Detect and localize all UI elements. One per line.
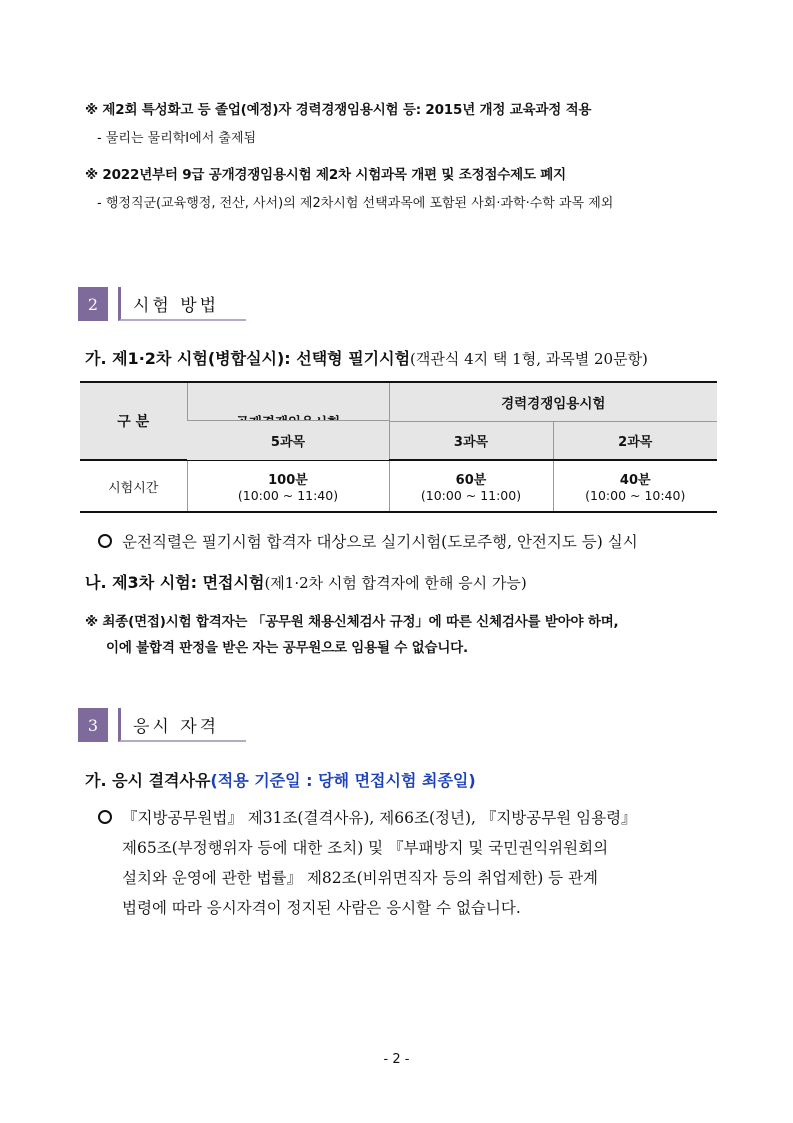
disqualification-line-2: 제65조(부정행위자 등에 대한 조치) 및 『부패방지 및 국민권익위원회의 — [122, 839, 609, 857]
note-curriculum-sub: - 물리는 물리학Ⅰ에서 출제됨 — [97, 131, 257, 146]
heading-eligibility-a-bold: 가. 응시 결격사유 — [85, 771, 211, 790]
page-number: - 2 - — [383, 1052, 410, 1067]
heading-eligibility-a-date: (적용 기준일 : 당해 면접시험 최종일) — [210, 771, 476, 790]
heading-exam-method-b — [85, 570, 527, 593]
section-2-number: 2 — [78, 287, 108, 321]
table-row-label: 시험시간 — [80, 460, 187, 512]
table-col-header: 구 분 — [80, 382, 187, 460]
heading-eligibility-a — [85, 768, 476, 791]
table-sub-career-3: 3과목 — [389, 421, 553, 460]
cell-time: (10:00 ~ 10:40) — [585, 488, 686, 503]
heading-exam-method-a-detail: (객관식 4지 택 1형, 과목별 20문항) — [410, 350, 648, 368]
table-group-career: 경력경쟁임용시험 — [389, 382, 717, 421]
heading-exam-method-b-detail: (제1·2차 시험 합격자에 한해 응시 가능) — [264, 574, 527, 592]
section-2-title: 시험 방법 — [118, 287, 246, 321]
note-subject-reform: ※ 2022년부터 9급 공개경쟁임용시험 제2차 시험과목 개편 및 조정점수제도 폐지 — [85, 167, 566, 183]
note-curriculum: ※ 제2회 특성화고 등 졸업(예정)자 경력경쟁임용시험 등: 2015년 개정 교육과정 적용 — [85, 102, 592, 118]
bullet-driving — [98, 530, 638, 552]
disqualification-line-4: 법령에 따라 응시자격이 정지된 사람은 응시할 수 없습니다. — [122, 899, 521, 917]
circle-bullet-icon — [98, 534, 112, 548]
cell-duration: 60분 — [455, 473, 487, 488]
table-cell-career-2 — [553, 460, 717, 512]
heading-exam-method-a — [85, 346, 648, 369]
disqualification-line-3: 설치와 운영에 관한 법률』 제82조(비위면직자 등의 취업제한) 등 관계 — [122, 869, 599, 887]
warning-health-check-1: ※ 최종(면접)시험 합격자는 「공무원 채용신체검사 규정」에 따른 신체검사를 받아야 하며, — [85, 614, 619, 630]
table-sub-open: 5과목 — [187, 420, 389, 460]
circle-bullet-icon — [98, 810, 112, 824]
disqualification-line-1 — [98, 806, 637, 828]
warning-health-check-2: 이에 불합격 판정을 받은 자는 공무원으로 임용될 수 없습니다. — [106, 640, 468, 656]
table-cell-career-3 — [389, 460, 553, 512]
exam-schedule-table — [80, 381, 717, 513]
cell-time: (10:00 ~ 11:40) — [237, 488, 339, 503]
table-cell-open — [187, 460, 389, 512]
note-subject-reform-sub: - 행정직군(교육행정, 전산, 사서)의 제2차시험 선택과목에 포함된 사회·과학·수학 과목 제외 — [97, 196, 614, 211]
cell-duration: 100분 — [268, 473, 308, 488]
heading-exam-method-b-bold: 나. 제3차 시험: 면접시험 — [85, 573, 265, 592]
cell-duration: 40분 — [619, 473, 651, 488]
para-text: 『지방공무원법』 제31조(결격사유), 제66조(정년), 『지방공무원 임용령』 — [122, 809, 637, 827]
section-3-number: 3 — [78, 708, 108, 742]
bullet-driving-text: 운전직렬은 필기시험 합격자 대상으로 실기시험(도로주행, 안전지도 등) 실시 — [122, 533, 638, 551]
heading-exam-method-a-bold: 가. 제1·2차 시험(병합실시): 선택형 필기시험 — [85, 349, 411, 368]
cell-time: (10:00 ~ 11:00) — [420, 488, 522, 503]
table-sub-career-2: 2과목 — [553, 421, 717, 460]
section-3-title: 응시 자격 — [118, 708, 246, 742]
